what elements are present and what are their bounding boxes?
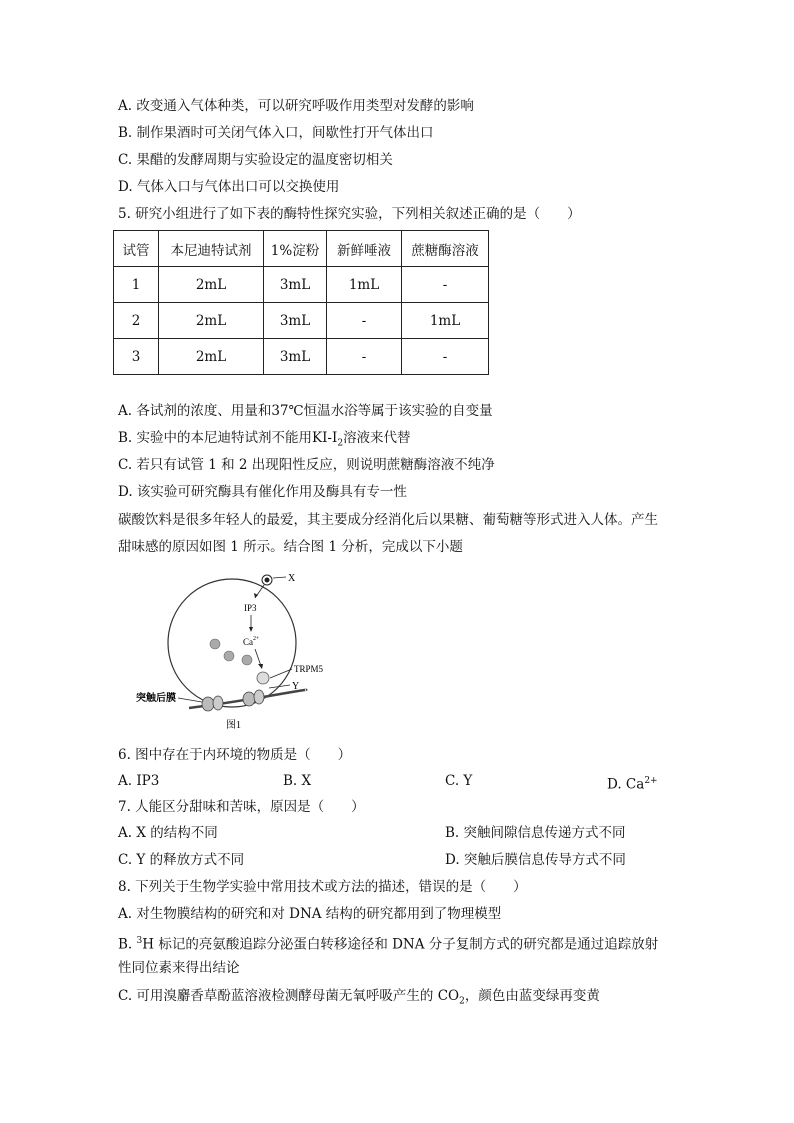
label-trpm5: TRPM5 — [294, 664, 324, 674]
table-row — [114, 303, 489, 339]
prev-option-a: A. 改变通入气体种类，可以研究呼吸作用类型对发酵的影响 — [118, 98, 474, 114]
table-cell: 3mL — [264, 303, 327, 339]
figure-1-taste-cell-diagram — [134, 568, 334, 738]
table-cell: 2mL — [159, 339, 264, 375]
table-cell: 2mL — [159, 267, 264, 303]
trpm5-channel — [257, 672, 269, 684]
q5-option-c: C. 若只有试管 1 和 2 出现阳性反应，则说明蔗糖酶溶液不纯净 — [118, 457, 495, 473]
table-header-cell: 新鲜唾液 — [327, 231, 402, 267]
cell-membrane — [168, 579, 296, 707]
q8-option-b-prefix: B. — [118, 936, 137, 953]
q5-option-d: D. 该实验可研究酶具有催化作用及酶具有专一性 — [118, 484, 407, 500]
q5-stem: 5. 研究小组进行了如下表的酶特性探究实验，下列相关叙述正确的是（ ） — [118, 206, 581, 222]
table-cell: 3 — [114, 339, 159, 375]
table-cell: 1 — [114, 267, 159, 303]
q6-option-c: C. Y — [445, 773, 473, 789]
table-cell: - — [327, 303, 402, 339]
receptor-x-core — [265, 578, 270, 583]
table-cell: 1mL — [402, 303, 489, 339]
q6-option-d-text: D. Ca — [607, 776, 645, 793]
table-header-cell: 1%淀粉 — [264, 231, 327, 267]
q8-option-c-subscript: 2 — [459, 996, 465, 1007]
q8-option-c-text: C. 可用溴麝香草酚蓝溶液检测酵母菌无氧呼吸产生的 CO — [118, 988, 460, 1004]
q8-option-a: A. 对生物膜结构的研究和对 DNA 结构的研究都用到了物理模型 — [118, 906, 502, 922]
table-header-cell: 蔗糖酶溶液 — [402, 231, 489, 267]
table-cell: - — [402, 339, 489, 375]
label-ca: $Ca^{2+}$ — [243, 636, 260, 647]
q7-option-b: B. 突触间隙信息传递方式不同 — [445, 825, 626, 841]
q6-option-d-sup: 2+ — [644, 776, 658, 786]
receptor-protein — [213, 696, 223, 710]
table-row — [114, 267, 489, 303]
q7-option-c: C. Y 的释放方式不同 — [118, 852, 245, 868]
label-ip3: IP3 — [244, 603, 257, 613]
q7-stem: 7. 人能区分甜味和苦味，原因是（ ） — [118, 799, 365, 815]
table-cell: 3mL — [264, 339, 327, 375]
q5-option-a: A. 各试剂的浓度、用量和37℃恒温水浴等属于该实验的自变量 — [118, 403, 493, 419]
q6-option-d — [607, 771, 658, 795]
table-cell: 2 — [114, 303, 159, 339]
q8-option-b-line-1 — [118, 931, 658, 955]
vesicle — [224, 651, 234, 661]
prev-option-c: C. 果醋的发酵周期与实验设定的温度密切相关 — [118, 152, 393, 168]
table-header-cell: 本尼迪特试剂 — [159, 231, 264, 267]
receptor-protein — [243, 692, 255, 706]
q8-option-b-line-2: 性同位素来得出结论 — [118, 960, 240, 976]
label-y: Y — [292, 681, 300, 692]
q5-option-b-subscript: 2 — [337, 438, 344, 449]
table-header-row — [114, 231, 489, 267]
label-postsynaptic-membrane: 突触后膜 — [136, 693, 176, 704]
q7-option-d: D. 突触后膜信息传导方式不同 — [445, 852, 626, 868]
enzyme-experiment-table — [113, 230, 489, 375]
q5-option-b — [118, 428, 411, 454]
table-cell: 2mL — [159, 303, 264, 339]
q6-option-b: B. X — [283, 773, 312, 789]
table-cell: 1mL — [327, 267, 402, 303]
receptor-protein — [254, 690, 264, 704]
label-x: X — [288, 573, 296, 584]
table-row — [114, 339, 489, 375]
q8-option-b-superscript: 3 — [136, 936, 143, 946]
prev-option-b: B. 制作果酒时可关闭气体入口，间歇性打开气体出口 — [118, 125, 434, 141]
prev-option-d: D. 气体入口与气体出口可以交换使用 — [118, 179, 340, 195]
q6-option-a: A. IP3 — [118, 773, 160, 789]
q6-stem: 6. 图中存在于内环境的物质是（ ） — [118, 747, 352, 763]
figure-caption: 图1 — [226, 720, 241, 731]
q8-option-b-text: H 标记的亮氨酸追踪分泌蛋白转移途径和 DNA 分子复制方式的研究都是通过追踪放射 — [142, 936, 659, 953]
receptor-protein — [202, 697, 214, 711]
q8-option-c-tail: ，颜色由蓝变绿再变黄 — [464, 988, 600, 1004]
passage-line-2: 甜味感的原因如图 1 所示。结合图 1 分析，完成以下小题 — [118, 539, 463, 555]
q5-option-b-tail: 溶液来代替 — [343, 430, 411, 446]
table-cell: - — [402, 267, 489, 303]
passage-line-1: 碳酸饮料是很多年轻人的最爱，其主要成分经消化后以果糖、葡萄糖等形式进入人体。产生 — [118, 512, 658, 528]
q7-option-a: A. X 的结构不同 — [118, 825, 218, 841]
q5-option-b-text: B. 实验中的本尼迪特试剂不能用KI-I — [118, 430, 338, 446]
q8-option-c — [118, 986, 600, 1012]
vesicle — [210, 639, 220, 649]
table-header-cell: 试管 — [114, 231, 159, 267]
table-cell: 3mL — [264, 267, 327, 303]
vesicle — [242, 655, 252, 665]
q8-stem: 8. 下列关于生物学实验中常用技术或方法的描述，错误的是（ ） — [118, 879, 527, 895]
table-cell: - — [327, 339, 402, 375]
